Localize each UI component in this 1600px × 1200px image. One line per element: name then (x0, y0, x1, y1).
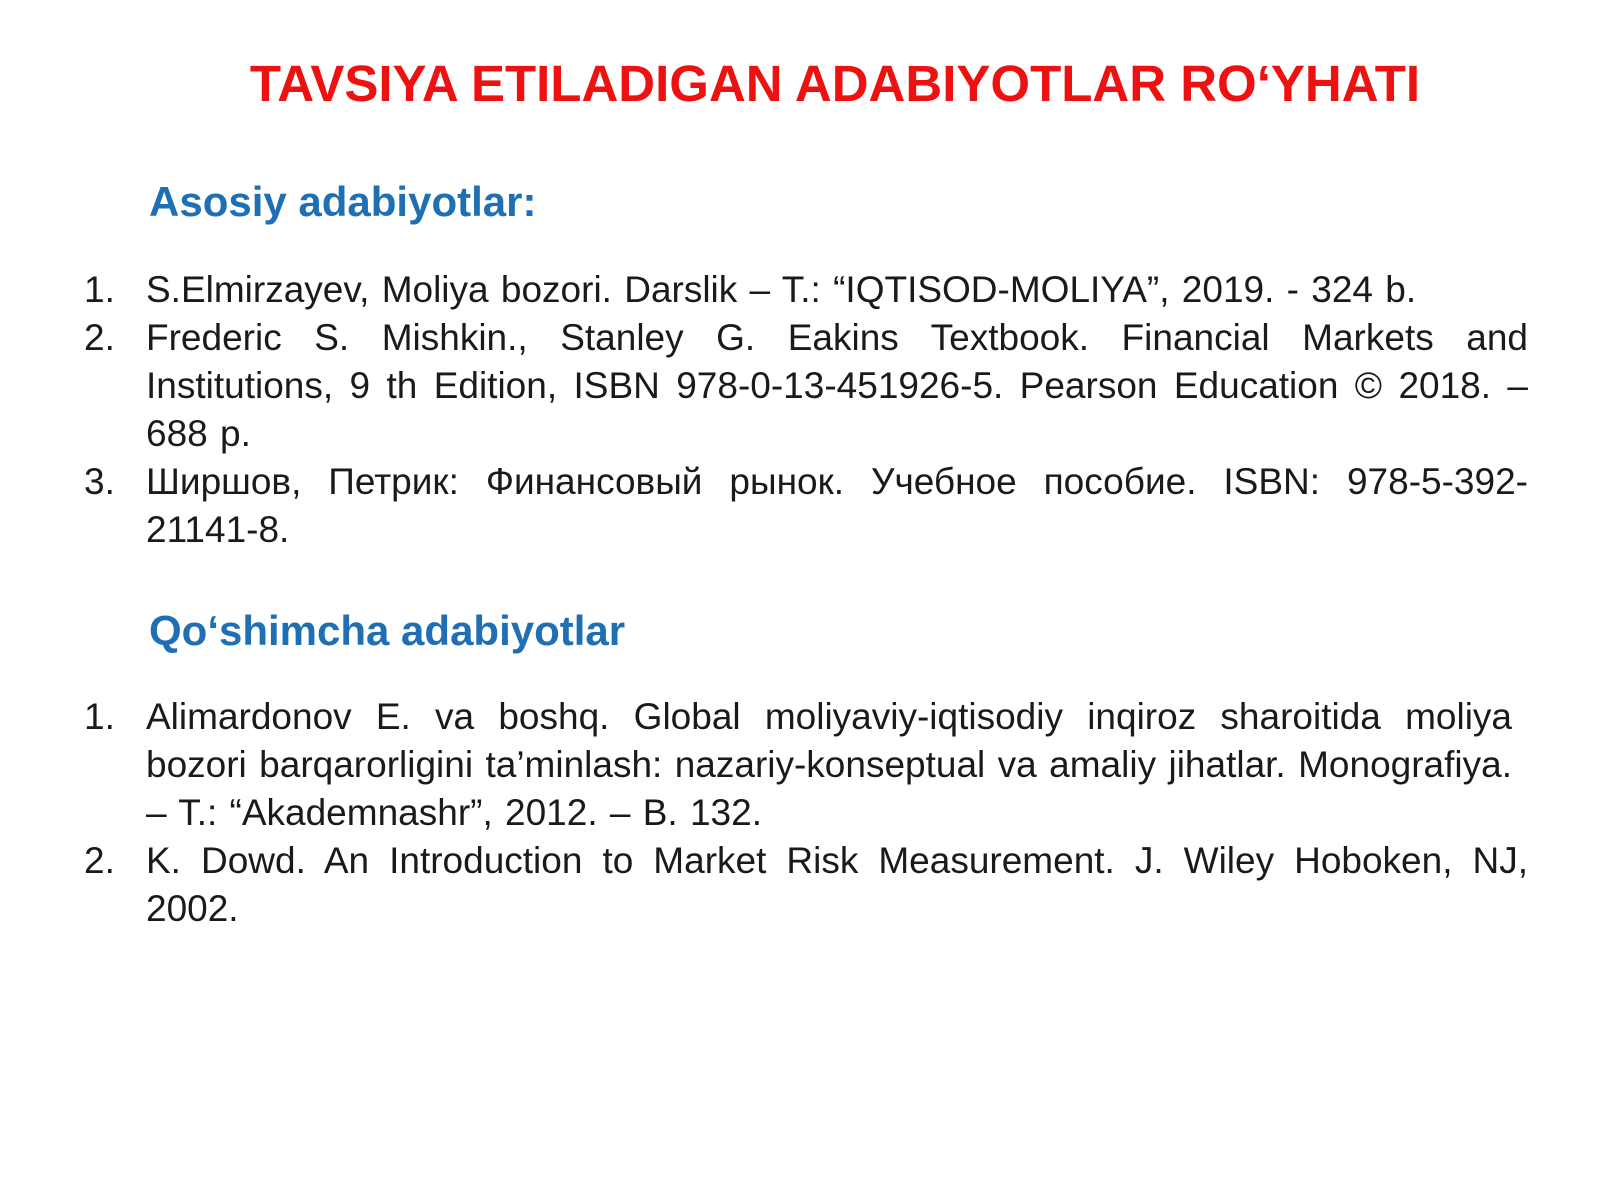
list-item-text: Ширшов, Петрик: Финансовый рынок. Учебное пособие. ISBN: 978-5-392-21141-8. (146, 461, 1528, 550)
additional-literature-heading: Qo‘shimcha adabiyotlar (149, 607, 626, 654)
list-item (0, 458, 1600, 554)
page-title: TAVSIYA ETILADIGAN ADABIYOTLAR RO‘YHATI (249, 55, 1421, 112)
list-item (0, 266, 1600, 314)
main-literature-list (0, 266, 1600, 554)
list-item-text: K. Dowd. An Introduction to Market Risk Measurement. J. Wiley Hoboken, NJ, 2002. (146, 840, 1528, 929)
list-item (0, 693, 1600, 837)
list-item-number: 3. (84, 461, 115, 502)
list-item-text: Alimardonov E. va boshq. Global moliyaviy-iqtisodiy inqiroz sharoitida moliya bozori barqarorligini ta’minlash: nazariy-konseptual va amaliy jihatlar. Monografiya. – T.: “Akademnashr”, 2012. – B. 132. (146, 696, 1512, 833)
list-item (0, 837, 1600, 933)
list-item (0, 314, 1600, 458)
list-item-number: 1. (84, 269, 115, 310)
list-item-text: S.Elmirzayev, Moliya bozori. Darslik – T.: “IQTISOD-MOLIYA”, 2019. - 324 b. (146, 269, 1417, 310)
list-item-number: 1. (84, 696, 115, 737)
list-item-text: Frederic S. Mishkin., Stanley G. Eakins Textbook. Financial Markets and Institutions, 9 th Edition, ISBN 978-0-13-451926-5. Pearson Education © 2018. – 688 p. (146, 317, 1528, 454)
list-item-number: 2. (84, 840, 115, 881)
additional-literature-list (0, 693, 1600, 933)
list-item-number: 2. (84, 317, 115, 358)
main-literature-heading: Asosiy adabiyotlar: (149, 178, 537, 225)
